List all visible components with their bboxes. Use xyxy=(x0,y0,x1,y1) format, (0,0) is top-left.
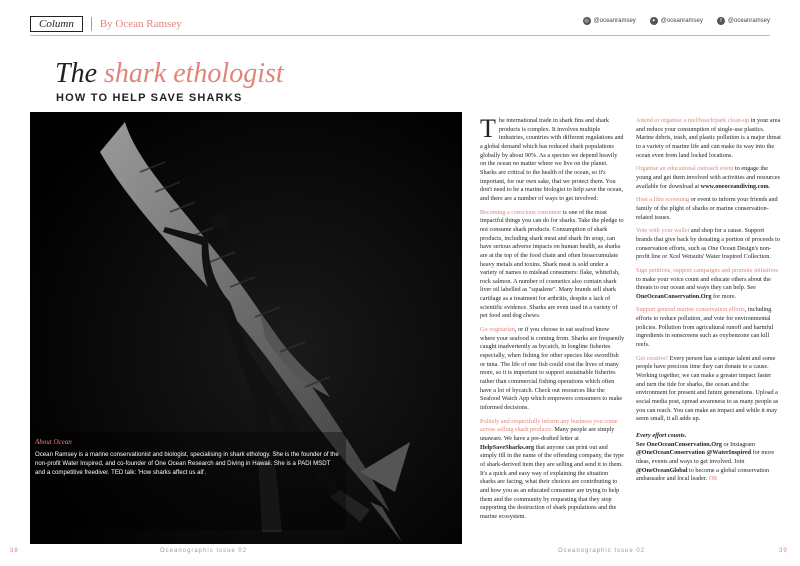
oneoceandiving-link[interactable]: www.oneoceandiving.com xyxy=(700,182,769,190)
paragraph-petitions xyxy=(636,267,781,302)
author-byline: By Ocean Ramsey xyxy=(99,18,182,30)
instagram-icon: ◎ xyxy=(584,18,589,24)
paragraph-wallet xyxy=(636,227,781,262)
paragraph-creative xyxy=(636,355,781,424)
paragraph-text: for more. xyxy=(711,292,737,300)
paragraph-lead: Becoming a conscious consumer xyxy=(480,208,562,216)
page-number-right: 39 xyxy=(779,548,788,554)
paragraph-support xyxy=(636,306,781,349)
paragraph-closing xyxy=(636,432,781,484)
closing-text: for more ideas, events and ways to get involved. Join xyxy=(636,449,775,465)
twitter-icon: ✦ xyxy=(651,18,656,24)
end-mark: OR xyxy=(708,475,718,483)
closing-text: to become a global conservation ambassador and local leader. xyxy=(636,466,770,483)
about-body: Ocean Ramsey is a marine conservationist and biologist, specialising in shark ethology. She is the founder of the non-profit Water Inspired, and co-founder of One Ocean Research and Diving in Hawaii. She is a PADI MSDT and a competitive freediver. TED talk: 'How sharks affect us all'. xyxy=(35,451,339,476)
about-title: About Ocean xyxy=(35,438,72,446)
magazine-name-left: Oceanographic Issue 02 xyxy=(160,548,248,554)
paragraph-text: and shop for a cause. Support brands that give back by donating a portion of proceeds to conservation efforts, such as One Ocean Design's non-profit line or Xcel Wetsuits' Water Inspired Collection. xyxy=(636,227,780,261)
social-handles xyxy=(583,17,770,25)
paragraph-vegetarian xyxy=(480,326,625,413)
closing-heading: Every effort counts. xyxy=(636,432,687,439)
paragraph-text: to make your voice count and educate others about the threats to our ocean and ways they can help. See xyxy=(636,275,771,292)
social-handle: @oceanramsey xyxy=(593,18,636,24)
social-handle: @oceanramsey xyxy=(727,18,770,24)
global-handle[interactable]: @OneOceanGlobal xyxy=(636,466,688,474)
paragraph-lead: Host a film screening xyxy=(636,196,690,204)
paragraph-film xyxy=(636,196,781,222)
paragraph-text: . xyxy=(768,182,771,190)
article-column-2 xyxy=(636,117,781,489)
paragraph-lead: Support general marine conservation efforts xyxy=(636,306,745,314)
header-divider xyxy=(91,17,92,31)
header-rule xyxy=(30,35,770,36)
social-instagram[interactable] xyxy=(583,17,636,25)
paragraph-text: in your area and reduce your consumption of single-use plastics. Marine debris, trash, and plastic pollution is a major threat to a variety of marine life and can make its way into the ocean even from land locked locations. xyxy=(636,117,781,159)
title-highlight: shark ethologist xyxy=(104,58,284,89)
paragraph-consumer xyxy=(480,209,625,322)
paragraph-cleanup xyxy=(636,117,781,160)
column-header xyxy=(30,16,182,32)
page-title xyxy=(55,58,284,90)
paragraph-text: , or if you choose to eat seafood know where your seafood is coming from. Sharks are frequently caught inadvertently as bycatch, in longline fisheries especially, when fishing for other species like swordfish or tuna. The life of one fish could cost the lives of many more, so it is important to support sustainable fisheries rather than commercial fishing operations which often have a lot of bycatch. Check out resources like the Seafood Watch App which empowers consumers to make informed decisions. xyxy=(480,326,625,411)
closing-text: See xyxy=(636,440,647,448)
paragraph-text: , including efforts to reduce pollution, and vote for environmental policies. Pollution from agricultural runoff and harmful ingredients in sunscreens such as oxybenzone can kill reefs. xyxy=(636,306,774,349)
social-handle: @oceanramsey xyxy=(660,18,703,24)
closing-text: or Instagram xyxy=(721,440,755,448)
drop-cap: T xyxy=(480,114,496,143)
paragraph-lead: Get creative! xyxy=(636,354,669,362)
paragraph-lead: Organise an educational outreach event xyxy=(636,165,734,173)
paragraph-text: Every person has a unique talent and some people have precious time they can donate to a cause. Working together, we can make a greater impact faster and turn the tide for sharks, the ocean and the environment for present and future generations. Upload a social media post, spread awareness to as many people as you can reach. You can make an impact and while it may seem small, it all adds up. xyxy=(636,354,779,423)
section-label: Column xyxy=(30,16,83,32)
paragraph-lead: Attend or organise a reef/beach/park clean-up xyxy=(636,117,750,124)
page-number-left: 38 xyxy=(10,548,19,554)
paragraph-text: that anyone can print out and simply fill in the name of the offending company, the type of shark-derived item they are selling and send it to them. It's a quick and easy way of explaining the situation sharks are facing, what their choices are contributing to and how you as an educated consumer are trying to help them and the community by requesting that they stop supporting the destruction of shark populations and the marine ecosystem. xyxy=(480,443,624,520)
paragraph-text: is one of the most impactful things you can do for sharks. Take the pledge to not consume shark products. Consumption of shark products, including shark meat and shark fin soup, can have serious adverse impacts on human health, as sharks are at the top of the food chain and often bioaccumulate heavy metals and toxins. Shark meat is sold under a variety of names to mislead consumers: flake, whitefish, rock salmon. A number of cosmetics also contain shark liver oil labelled as "squalene". Many brands sell shark cartilage as a treatment for arthritis, despite a lack of scientific evidence. Sharks are even used in a variety of pet food and dog chews. xyxy=(480,208,624,320)
article-column-1 xyxy=(480,114,625,527)
intro-text: he international trade in shark fins and shark products is complex. It involves multiple industries, countries with different regulations and a global demand which has reduced shark populations globally by about 90%. As a species we depend heavily on the ocean no matter where we live on the planet. Sharks are critical to the health of the ocean, so it's important, for our own sake, that we protect them. You don't need to be a marine biologist to help save the ocean, and there are a number of ways to get involved: xyxy=(480,117,624,202)
social-twitter[interactable] xyxy=(650,17,703,25)
about-author-box xyxy=(30,432,346,530)
paragraph-text: or event to inform your friends and family of the plight of sharks or marine conservation-related issues. xyxy=(636,196,778,221)
paragraph-lead: Go vegetarian xyxy=(480,326,515,334)
facebook-icon: f xyxy=(717,17,725,25)
paragraph-text: to engage the young and get them involved with activities and resources available for download at xyxy=(636,165,780,190)
magazine-name-right: Oceanographic Issue 02 xyxy=(558,548,646,554)
page-subtitle: HOW TO HELP SAVE SHARKS xyxy=(56,92,243,104)
social-facebook[interactable] xyxy=(717,17,770,25)
instagram-handles[interactable]: @OneOceanConservation @WaterInspired xyxy=(636,449,752,457)
paragraph-lead: Vote with your wallet xyxy=(636,227,690,235)
paragraph-lead: Sign petitions, support campaigns and promote initiatives xyxy=(636,266,779,274)
intro-paragraph xyxy=(480,114,625,204)
paragraph-inform xyxy=(480,418,625,522)
helpsavesharks-link[interactable]: HelpSaveSharks.org xyxy=(480,443,535,451)
paragraph-outreach xyxy=(636,165,781,191)
conservation-link[interactable]: OneOceanConservation.Org xyxy=(646,440,722,448)
paragraph-text: Many people are simply unaware. We have a pre-drafted letter at xyxy=(480,426,615,442)
oneoceanconservation-link[interactable]: OneOceanConservation.Org xyxy=(636,292,712,300)
title-prefix: The xyxy=(55,58,104,89)
paragraph-lead: Politely and respectfully inform any business you come across selling shark products. xyxy=(480,417,618,434)
